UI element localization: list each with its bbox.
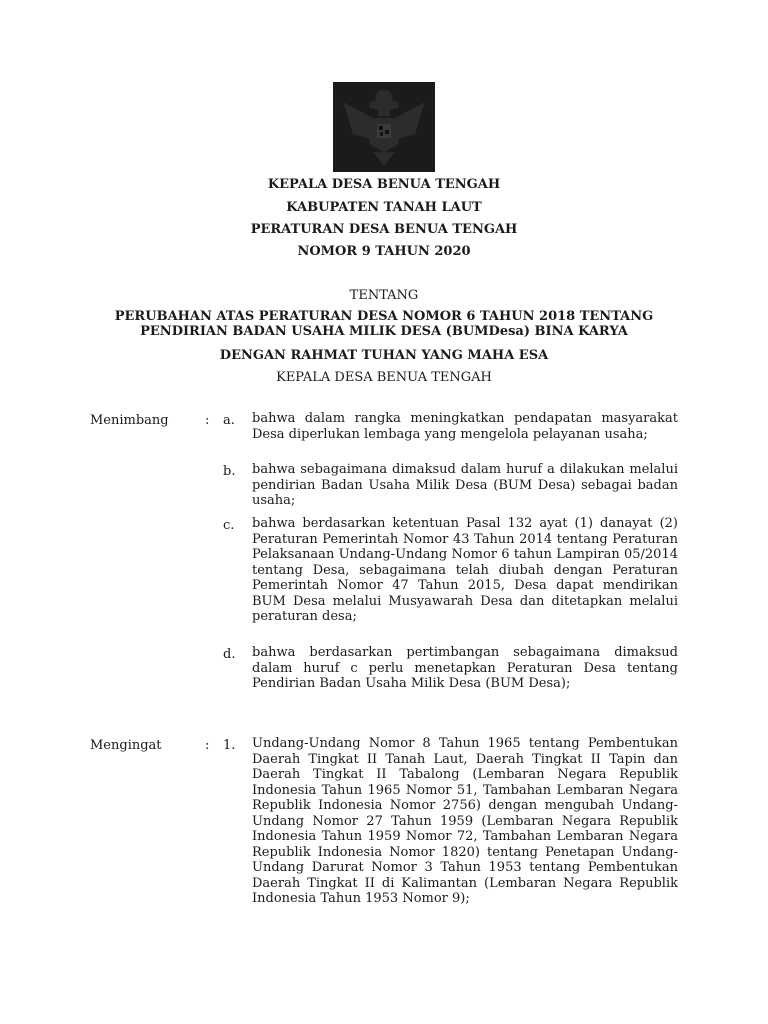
tentang-heading: TENTANG xyxy=(349,288,419,303)
header-line-4: NOMOR 9 TAHUN 2020 xyxy=(297,244,471,259)
mengingat-colon: : xyxy=(205,738,210,753)
subject-line-1: PERUBAHAN ATAS PERATURAN DESA NOMOR 6 TAHUN 2018 TENTANG xyxy=(114,309,654,324)
kepala-line: KEPALA DESA BENUA TENGAH xyxy=(276,370,492,385)
menimbang-marker-b: b. xyxy=(223,464,236,479)
mengingat-label: Mengingat xyxy=(90,738,162,753)
menimbang-marker-c: c. xyxy=(223,518,235,533)
mengingat-marker-1: 1. xyxy=(223,738,236,753)
header-line-1: KEPALA DESA BENUA TENGAH xyxy=(267,177,501,192)
menimbang-item-a: bahwa dalam rangka meningkatkan pendapatan masyarakat Desa diperlukan lembaga yang mengelola pelayanan usaha; xyxy=(252,411,678,442)
menimbang-colon: : xyxy=(205,413,210,428)
header-line-3: PERATURAN DESA BENUA TENGAH xyxy=(250,222,518,237)
mengingat-item-1: Undang-Undang Nomor 8 Tahun 1965 tentang Pembentukan Daerah Tingkat II Tanah Laut, Daerah Tingkat II Tapin dan Daerah Tingkat II Tabalong (Lembaran Negara Republik Indonesia Tahun 1965 Nomor 51, Tambahan Lembaran Negara Republik Indonesia Nomor 2756) dengan mengubah Undang-Undang Nomor 27 Tahun 1959 (Lembaran Negara Republik Indonesia Tahun 1959 Nomor 72, Tambahan Lembaran Negara Republik Indonesia Nomor 1820) tentang Penetapan Undang-Undang Darurat Nomor 3 Tahun 1953 tentang Pembentukan Daerah Tingkat II di Kalimantan (Lembaran Negara Republik Indonesia Tahun 1953 Nomor 9); xyxy=(252,736,678,906)
menimbang-item-c: bahwa berdasarkan ketentuan Pasal 132 ayat (1) danayat (2) Peraturan Pemerintah Nomor 43 Tahun 2014 tentang Peraturan Pelaksanaan Undang-Undang Nomor 6 tahun Lampiran 05/2014 tentang Desa, sebagaimana telah diubah dengan Peraturan Pemerintah Nomor 47 Tahun 2015, Desa dapat mendirikan BUM Desa melalui Musyawarah Desa dan ditetapkan melalui peraturan desa; xyxy=(252,516,678,624)
garuda-emblem-icon xyxy=(333,82,435,172)
rahmat-line: DENGAN RAHMAT TUHAN YANG MAHA ESA xyxy=(219,348,549,363)
header-line-2: KABUPATEN TANAH LAUT xyxy=(286,200,482,215)
menimbang-marker-a: a. xyxy=(223,413,235,428)
menimbang-item-b: bahwa sebagaimana dimaksud dalam huruf a dilakukan melalui pendirian Badan Usaha Milik Desa (BUM Desa) sebagai badan usaha; xyxy=(252,462,678,508)
menimbang-label: Menimbang xyxy=(90,413,169,428)
subject-line-2: PENDIRIAN BADAN USAHA MILIK DESA (BUMDesa) BINA KARYA xyxy=(140,324,628,339)
menimbang-item-d: bahwa berdasarkan pertimbangan sebagaimana dimaksud dalam huruf c perlu menetapkan Peraturan Desa tentang Pendirian Badan Usaha Milik Desa (BUM Desa); xyxy=(252,645,678,691)
menimbang-marker-d: d. xyxy=(223,647,236,662)
